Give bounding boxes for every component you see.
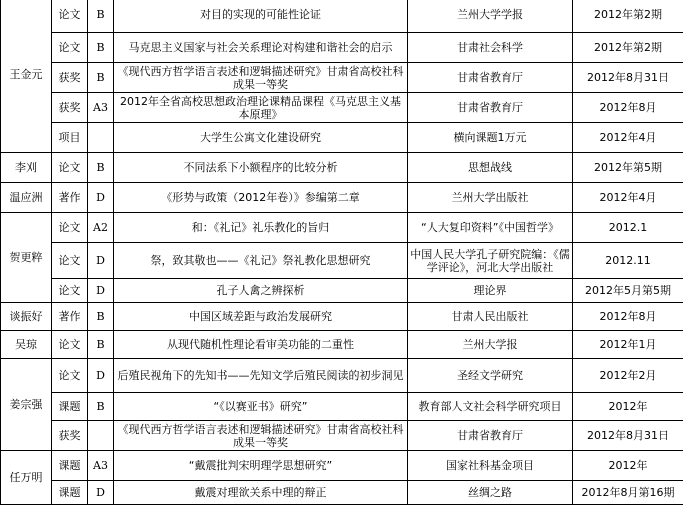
table-row [1,481,683,505]
table-row [1,153,683,183]
level-cell: B [88,33,114,63]
type-cell: 论文 [52,33,88,63]
level-cell: A3 [88,93,114,123]
type-cell: 论文 [52,0,88,33]
date-cell: 2012年4月 [573,123,683,153]
title-cell: 戴震对理欲关系中理的辩正 [114,481,408,505]
title-cell: “戴震批判宋明理学思想研究” [114,451,408,481]
title-cell: 和：《礼记》礼乐教化的旨归 [114,213,408,243]
author-name: 王金元 [1,0,52,153]
title-cell: 大学生公寓文化建设研究 [114,123,408,153]
table-row [1,183,683,213]
source-cell: 圣经文学研究 [408,359,573,393]
level-cell: B [88,331,114,359]
title-cell: 后殖民视角下的先知书——先知文学后殖民阅读的初步洞见 [114,359,408,393]
source-cell: 兰州大学学报 [408,0,573,33]
level-cell: B [88,303,114,331]
title-cell: 祭，致其敬也——《礼记》祭礼教化思想研究 [114,243,408,279]
title-cell: 《形势与政策（2012年卷）》参编第二章 [114,183,408,213]
table-row [1,63,683,93]
source-cell: 兰州大学出版社 [408,183,573,213]
type-cell: 获奖 [52,63,88,93]
table-row [1,279,683,303]
source-cell: 中国人民大学孔子研究院编：《儒学评论》，河北大学出版社 [408,243,573,279]
type-cell: 论文 [52,213,88,243]
source-cell: 教育部人文社会科学研究项目 [408,393,573,421]
table-row [1,123,683,153]
date-cell: 2012年8月 [573,303,683,331]
type-cell: 论文 [52,359,88,393]
source-cell: 国家社科基金项目 [408,451,573,481]
date-cell: 2012年8月31日 [573,63,683,93]
level-cell [88,123,114,153]
title-cell: 《现代西方哲学语言表述和逻辑描述研究》甘肃省高校社科成果一等奖 [114,63,408,93]
level-cell: A2 [88,213,114,243]
date-cell: 2012年4月 [573,183,683,213]
source-cell: 甘肃省教育厅 [408,63,573,93]
date-cell: 2012年第2期 [573,0,683,33]
title-cell: 2012年全省高校思想政治理论课精品课程《马克思主义基本原理》 [114,93,408,123]
level-cell: D [88,481,114,505]
date-cell: 2012年1月 [573,331,683,359]
date-cell: 2012年8月 [573,93,683,123]
table-row [1,213,683,243]
author-name: 贺更粹 [1,213,52,303]
date-cell: 2012年2月 [573,359,683,393]
author-name: 谈振好 [1,303,52,331]
table-row [1,33,683,63]
type-cell: 论文 [52,331,88,359]
table-row [1,303,683,331]
date-cell: 2012年 [573,393,683,421]
level-cell: B [88,393,114,421]
source-cell: 甘肃人民出版社 [408,303,573,331]
source-cell: 甘肃省教育厅 [408,421,573,451]
title-cell: 不同法系下小额程序的比较分析 [114,153,408,183]
level-cell: D [88,279,114,303]
source-cell: 思想战线 [408,153,573,183]
date-cell: 2012年5月第5期 [573,279,683,303]
source-cell: 甘肃社会科学 [408,33,573,63]
level-cell: B [88,153,114,183]
table-row [1,393,683,421]
source-cell: 甘肃省教育厅 [408,93,573,123]
date-cell: 2012年第2期 [573,33,683,63]
level-cell [88,421,114,451]
title-cell: “《以赛亚书》研究” [114,393,408,421]
date-cell: 2012年8月第16期 [573,481,683,505]
type-cell: 课题 [52,451,88,481]
type-cell: 课题 [52,481,88,505]
title-cell: 对目的实现的可能性论证 [114,0,408,33]
date-cell: 2012.11 [573,243,683,279]
level-cell: A3 [88,451,114,481]
date-cell: 2012年 [573,451,683,481]
title-cell: 中国区域差距与政治发展研究 [114,303,408,331]
type-cell: 获奖 [52,93,88,123]
title-cell: 孔子人禽之辨探析 [114,279,408,303]
author-name: 吴琼 [1,331,52,359]
table-row [1,243,683,279]
author-name: 任万明 [1,451,52,505]
source-cell: 理论界 [408,279,573,303]
table-row [1,451,683,481]
type-cell: 项目 [52,123,88,153]
type-cell: 论文 [52,153,88,183]
source-cell: 丝绸之路 [408,481,573,505]
date-cell: 2012.1 [573,213,683,243]
level-cell: D [88,243,114,279]
type-cell: 获奖 [52,421,88,451]
author-name: 李刈 [1,153,52,183]
table-row [1,359,683,393]
author-name: 姜宗强 [1,359,52,451]
title-cell: 《现代西方哲学语言表述和逻辑描述研究》甘肃省高校社科成果一等奖 [114,421,408,451]
date-cell: 2012年第5期 [573,153,683,183]
source-cell: 兰州大学报 [408,331,573,359]
table-row [1,0,683,33]
source-cell: 横向课题1万元 [408,123,573,153]
level-cell: B [88,0,114,33]
table-row [1,421,683,451]
table-row [1,93,683,123]
title-cell: 从现代随机性理论看审美功能的二重性 [114,331,408,359]
source-cell: “人大复印资料”《中国哲学》 [408,213,573,243]
title-cell: 马克思主义国家与社会关系理论对构建和谐社会的启示 [114,33,408,63]
type-cell: 论文 [52,279,88,303]
type-cell: 著作 [52,303,88,331]
type-cell: 课题 [52,393,88,421]
level-cell: D [88,183,114,213]
table-row [1,331,683,359]
type-cell: 论文 [52,243,88,279]
date-cell: 2012年8月31日 [573,421,683,451]
type-cell: 著作 [52,183,88,213]
author-name: 温应洲 [1,183,52,213]
level-cell: B [88,63,114,93]
level-cell: D [88,359,114,393]
